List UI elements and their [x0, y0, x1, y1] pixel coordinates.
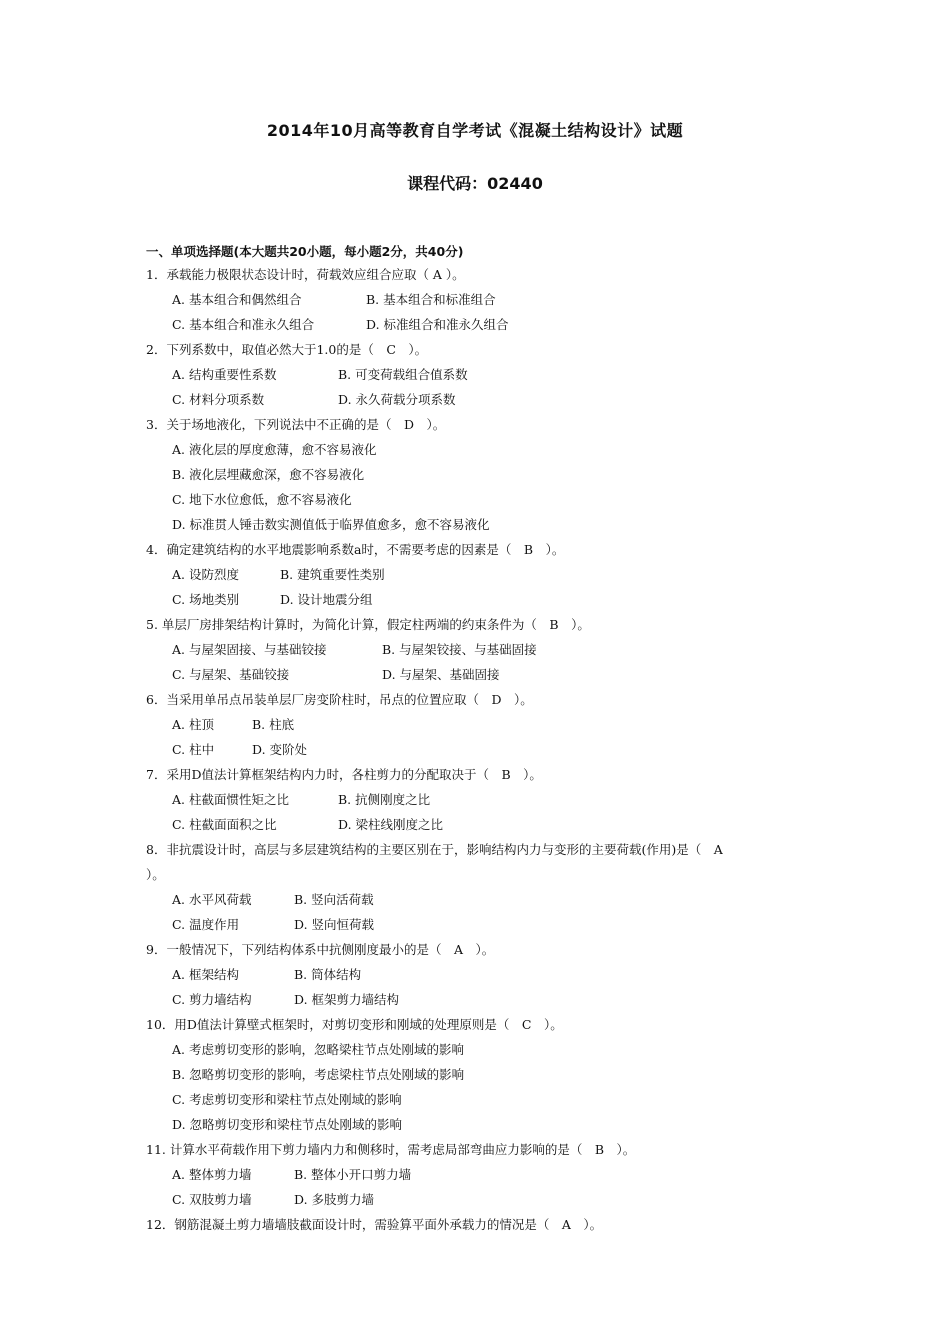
q10-option-c: C. 考虑剪切变形和梁柱节点处刚域的影响 — [172, 1092, 402, 1107]
q4-option-c: C. 场地类别 — [172, 592, 240, 607]
q2-option-d: D. 永久荷载分项系数 — [338, 392, 456, 407]
q8-option-d: D. 竖向恒荷载 — [294, 917, 375, 932]
q7-option-a: A. 柱截面惯性矩之比 — [172, 792, 289, 807]
q7-option-b: B. 抗侧刚度之比 — [338, 792, 431, 807]
q6-option-a: A. 柱顶 — [172, 717, 214, 732]
q5-option-d: D. 与屋架、基础固接 — [382, 667, 500, 682]
q4-option-d: D. 设计地震分组 — [280, 592, 373, 607]
q3-option-c: C. 地下水位愈低，愈不容易液化 — [172, 492, 352, 507]
q4-option-a: A. 设防烈度 — [172, 567, 239, 582]
q2-option-c: C. 材料分项系数 — [172, 392, 265, 407]
q9-option-b: B. 筒体结构 — [294, 967, 362, 982]
q3-option-a: A. 液化层的厚度愈薄，愈不容易液化 — [172, 442, 377, 457]
question-8-continued: ）。 — [146, 867, 165, 882]
q10-option-d: D. 忽略剪切变形和梁柱节点处刚域的影响 — [172, 1117, 403, 1132]
q11-option-b: B. 整体小开口剪力墙 — [294, 1167, 412, 1182]
q9-option-c: C. 剪力墙结构 — [172, 992, 252, 1007]
exam-title: 2014年10月高等教育自学考试《混凝土结构设计》试题 — [266, 121, 684, 140]
q9-option-a: A. 框架结构 — [172, 967, 239, 982]
question-8: 8．非抗震设计时，高层与多层建筑结构的主要区别在于，影响结构内力与变形的主要荷载(作用)是（ A — [146, 842, 723, 857]
q2-option-a: A. 结构重要性系数 — [172, 367, 277, 382]
q10-option-b: B. 忽略剪切变形的影响，考虑梁柱节点处刚域的影响 — [172, 1067, 465, 1082]
q8-option-c: C. 温度作用 — [172, 917, 240, 932]
q7-option-d: D. 梁柱线刚度之比 — [338, 817, 444, 832]
question-7: 7．采用D值法计算框架结构内力时，各柱剪力的分配取决于（ B ）。 — [146, 767, 542, 782]
section-heading: 一、单项选择题(本大题共20小题，每小题2分，共40分) — [146, 244, 464, 259]
question-11: 11. 计算水平荷载作用下剪力墙内力和侧移时，需考虑局部弯曲应力影响的是（ B ）。 — [146, 1142, 636, 1157]
q10-option-a: A. 考虑剪切变形的影响，忽略梁柱节点处刚域的影响 — [172, 1042, 464, 1057]
q11-option-a: A. 整体剪力墙 — [172, 1167, 252, 1182]
q5-option-b: B. 与屋架铰接、与基础固接 — [382, 642, 537, 657]
q1-option-c: C. 基本组合和准永久组合 — [172, 317, 315, 332]
course-code: 课程代码：02440 — [407, 174, 543, 193]
question-10: 10．用D值法计算壁式框架时，对剪切变形和刚域的处理原则是（ C ）。 — [146, 1017, 563, 1032]
q5-option-c: C. 与屋架、基础铰接 — [172, 667, 290, 682]
question-6: 6．当采用单吊点吊装单层厂房变阶柱时，吊点的位置应取（ D ）。 — [146, 692, 533, 707]
question-2: 2．下列系数中，取值必然大于1.0的是（ C ）。 — [146, 342, 428, 357]
q6-option-c: C. 柱中 — [172, 742, 215, 757]
q7-option-c: C. 柱截面面积之比 — [172, 817, 277, 832]
q6-option-b: B. 柱底 — [252, 717, 295, 732]
q9-option-d: D. 框架剪力墙结构 — [294, 992, 400, 1007]
q1-option-a: A. 基本组合和偶然组合 — [172, 292, 302, 307]
q2-option-b: B. 可变荷载组合值系数 — [338, 367, 468, 382]
question-4: 4．确定建筑结构的水平地震影响系数a时，不需要考虑的因素是（ B ）。 — [146, 542, 565, 557]
q3-option-b: B. 液化层埋藏愈深，愈不容易液化 — [172, 467, 365, 482]
q1-option-b: B. 基本组合和标准组合 — [366, 292, 496, 307]
question-12: 12．钢筋混凝土剪力墙墙肢截面设计时，需验算平面外承载力的情况是（ A ）。 — [146, 1217, 603, 1232]
q11-option-c: C. 双肢剪力墙 — [172, 1192, 252, 1207]
q4-option-b: B. 建筑重要性类别 — [280, 567, 385, 582]
q11-option-d: D. 多肢剪力墙 — [294, 1192, 375, 1207]
q8-option-a: A. 水平风荷载 — [172, 892, 252, 907]
q3-option-d: D. 标准贯人锤击数实测值低于临界值愈多，愈不容易液化 — [172, 517, 490, 532]
q8-option-b: B. 竖向活荷载 — [294, 892, 374, 907]
question-5: 5. 单层厂房排架结构计算时，为简化计算，假定柱两端的约束条件为（ B ）。 — [146, 617, 590, 632]
question-1: 1．承载能力极限状态设计时，荷载效应组合应取（ A ）。 — [146, 267, 465, 282]
q1-option-d: D. 标准组合和准永久组合 — [366, 317, 509, 332]
question-3: 3．关于场地液化，下列说法中不正确的是（ D ）。 — [146, 417, 446, 432]
q5-option-a: A. 与屋架固接、与基础铰接 — [172, 642, 327, 657]
q6-option-d: D. 变阶处 — [252, 742, 308, 757]
question-9: 9．一般情况下，下列结构体系中抗侧刚度最小的是（ A ）。 — [146, 942, 495, 957]
